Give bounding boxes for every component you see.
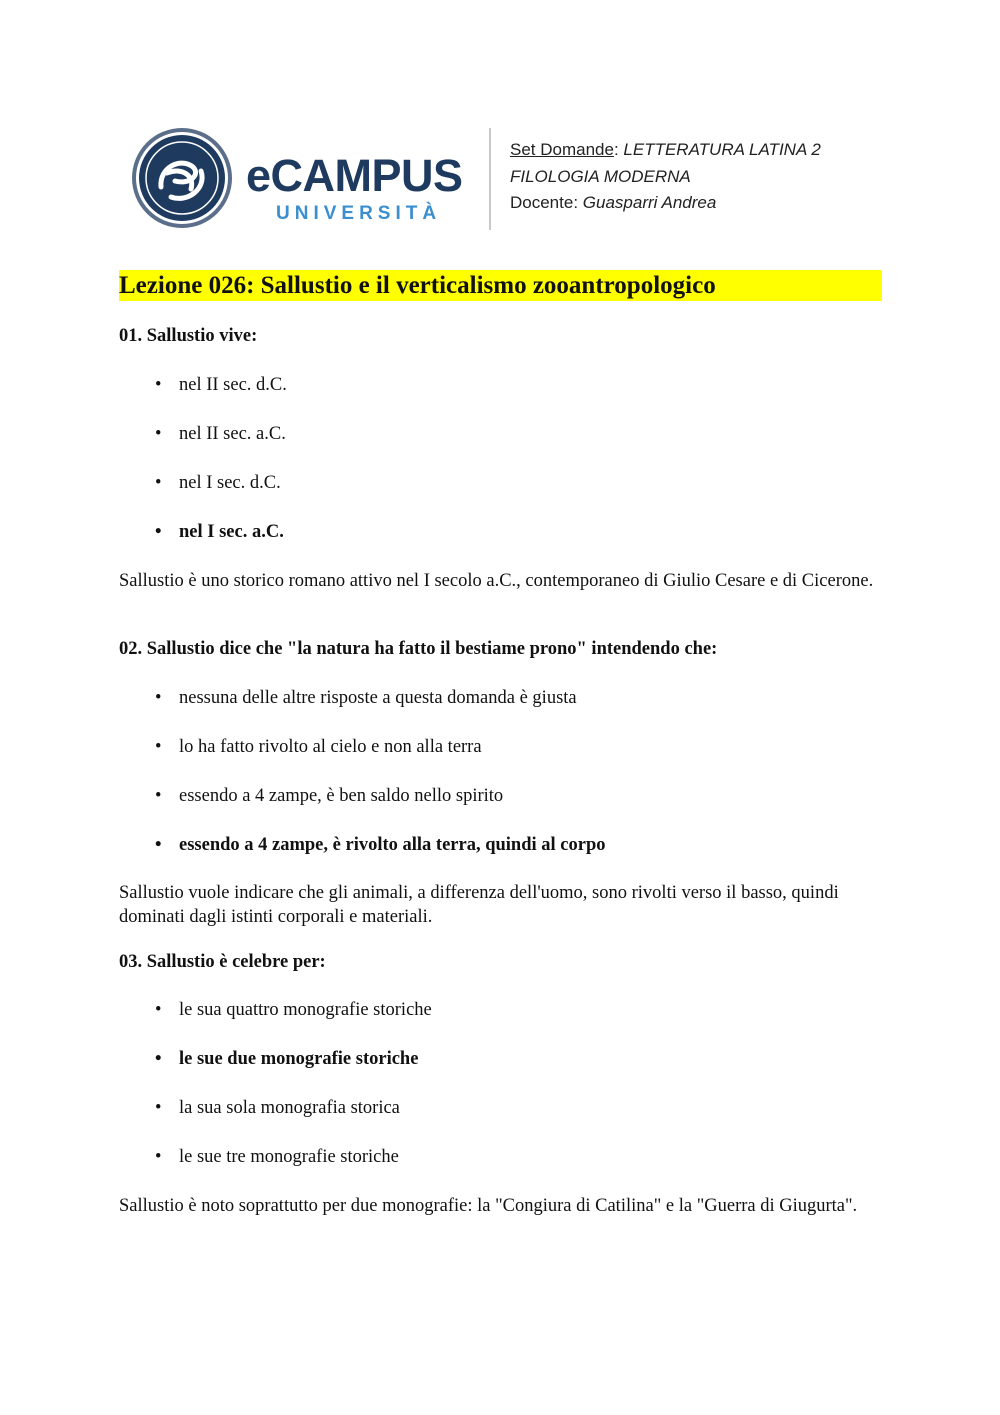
docente-label: Docente: — [510, 193, 579, 212]
option-label: nel II sec. d.C. — [179, 375, 287, 395]
ecampus-seal-logo — [131, 127, 233, 229]
set-domande-label: Set Domande — [510, 140, 614, 159]
option-label: nessuna delle altre risposte a questa domanda è giusta — [179, 688, 577, 708]
brand-name: eCAMPUS — [246, 150, 463, 201]
question-1-option-1 — [155, 375, 287, 396]
bullet-icon: • — [155, 1098, 162, 1118]
set-domande-value-2: FILOLOGIA MODERNA — [510, 166, 691, 186]
bullet-icon: • — [155, 737, 162, 757]
question-1-option-2 — [155, 424, 286, 445]
header-divider — [489, 128, 491, 230]
question-3-option-4 — [155, 1147, 399, 1168]
option-label: nel I sec. d.C. — [179, 473, 281, 493]
course-info — [510, 137, 821, 217]
question-2-option-1 — [155, 688, 577, 709]
bullet-icon: • — [155, 786, 162, 806]
brand-subtitle: UNIVERSITÀ — [276, 203, 442, 224]
question-1-option-3 — [155, 473, 281, 494]
set-domande-line: Set Domande: LETTERATURA LATINA 2 — [510, 140, 821, 159]
option-label: la sua sola monografia storica — [179, 1098, 400, 1118]
docente-line — [510, 190, 821, 217]
bullet-icon: • — [155, 424, 162, 444]
bullet-icon: • — [155, 1000, 162, 1020]
option-label: le sue due monografie storiche — [179, 1049, 419, 1069]
question-3: 03. Sallustio è celebre per: — [119, 952, 326, 972]
bullet-icon: • — [155, 688, 162, 708]
option-label: le sua quattro monografie storiche — [179, 1000, 432, 1020]
lesson-title: Lezione 026: Sallustio e il verticalismo zooantropologico — [119, 272, 716, 299]
question-1-explanation: Sallustio è uno storico romano attivo nel I secolo a.C., contemporaneo di Giulio Cesare e di Cicerone. — [119, 571, 874, 591]
option-label: nel I sec. a.C. — [179, 522, 284, 542]
bullet-icon: • — [155, 375, 162, 395]
lesson-title-highlight — [119, 270, 882, 301]
question-2-option-3 — [155, 786, 503, 807]
bullet-icon: • — [155, 1147, 162, 1167]
question-3-option-2-correct — [155, 1049, 418, 1070]
question-1-option-4-correct — [155, 522, 284, 543]
bullet-icon: • — [155, 473, 162, 493]
set-domande-value: LETTERATURA LATINA 2 — [623, 140, 821, 159]
question-2-option-4-correct — [155, 835, 606, 856]
docente-value: Guasparri Andrea — [582, 193, 717, 212]
option-label: nel II sec. a.C. — [179, 424, 286, 444]
bullet-icon: • — [155, 835, 162, 855]
question-2-explanation: Sallustio vuole indicare che gli animali, a differenza dell'uomo, sono rivolti verso il basso, quindi dominati dagli istinti corporali e materiali. — [119, 883, 839, 927]
option-label: essendo a 4 zampe, è ben saldo nello spirito — [179, 786, 504, 806]
option-label: lo ha fatto rivolto al cielo e non alla terra — [179, 737, 482, 757]
question-2: 02. Sallustio dice che "la natura ha fatto il bestiame prono" intendendo che: — [119, 639, 718, 659]
bullet-icon: • — [155, 1049, 162, 1069]
option-label: le sue tre monografie storiche — [179, 1147, 399, 1167]
bullet-icon: • — [155, 522, 162, 542]
question-2-option-2 — [155, 737, 482, 758]
question-3-explanation: Sallustio è noto soprattutto per due monografie: la "Congiura di Catilina" e la "Guerra di Giugurta". — [119, 1196, 858, 1216]
ecampus-wordmark — [246, 150, 474, 230]
question-3-option-3 — [155, 1098, 400, 1119]
document-header — [0, 0, 1000, 250]
question-1: 01. Sallustio vive: — [119, 326, 258, 346]
option-label: essendo a 4 zampe, è rivolto alla terra, quindi al corpo — [179, 835, 606, 855]
question-3-option-1 — [155, 1000, 432, 1021]
